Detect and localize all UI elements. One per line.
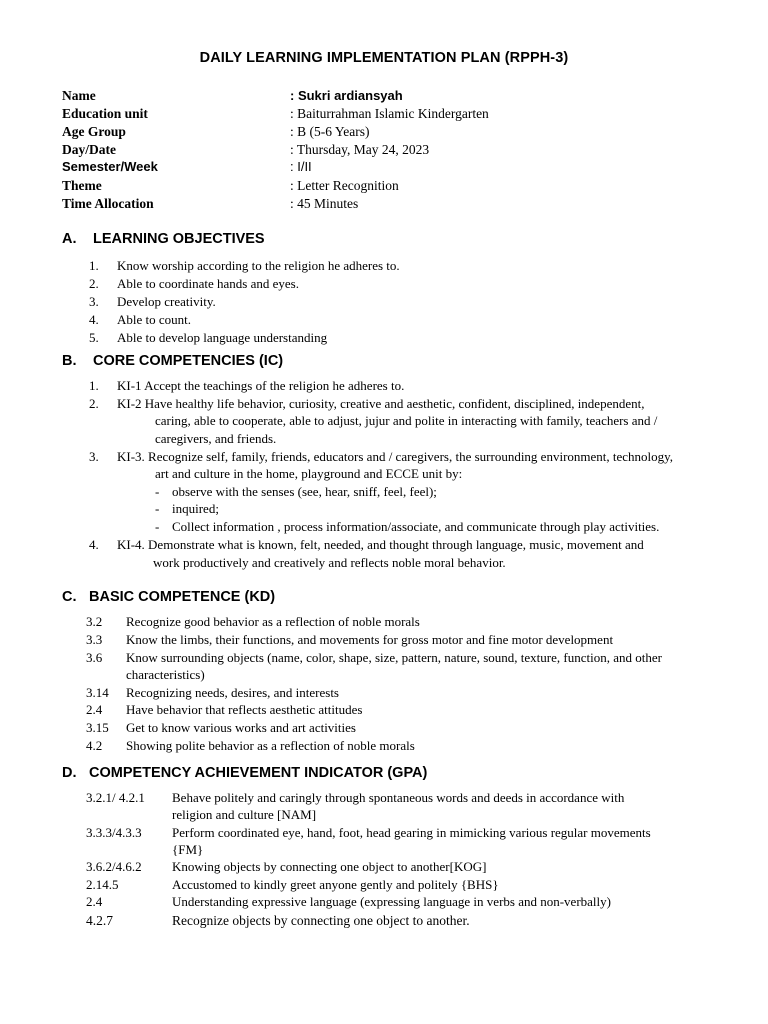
list-item: Able to count.	[117, 312, 192, 327]
list-item-continuation: art and culture in the home, playground and ECCE unit by:	[155, 466, 463, 481]
section-d-title: COMPETENCY ACHIEVEMENT INDICATOR (GPA)	[89, 765, 428, 781]
list-item: Know worship according to the religion he adheres to.	[117, 258, 400, 273]
dash-bullet: -	[155, 519, 160, 534]
list-item: Able to develop language understanding	[117, 330, 328, 345]
competence-code: 4.2	[86, 738, 103, 753]
list-item-continuation: religion and culture [NAM]	[172, 807, 317, 822]
section-a-letter: A.	[62, 231, 77, 247]
section-b-heading	[62, 353, 283, 369]
list-item: Able to coordinate hands and eyes.	[117, 276, 299, 291]
info-label-name: Name	[62, 88, 96, 103]
info-label-semester-week: Semester/Week	[62, 159, 158, 174]
indicator-code: 4.2.7	[86, 913, 113, 928]
list-item: Understanding expressive language (expressing language in verbs and non-verbally)	[172, 894, 611, 909]
indicator-code: 3.6.2/4.6.2	[86, 859, 142, 874]
info-label-day-date: Day/Date	[62, 142, 116, 157]
list-item: Perform coordinated eye, hand, foot, head gearing in mimicking various regular movements	[172, 825, 651, 840]
list-item: Recognizing needs, desires, and interests	[126, 685, 339, 700]
dash-bullet: -	[155, 501, 160, 516]
competence-code: 3.2	[86, 614, 103, 629]
section-a-title: LEARNING OBJECTIVES	[93, 231, 265, 247]
competence-code: 3.14	[86, 685, 109, 700]
info-value-age-group: : B (5-6 Years)	[290, 124, 370, 139]
list-item-continuation: caring, able to cooperate, able to adjust, jujur and polite in interacting with family, teachers and /	[155, 413, 658, 428]
info-label-education-unit: Education unit	[62, 106, 148, 121]
list-number: 1.	[89, 378, 99, 393]
list-item: Knowing objects by connecting one object to another[KOG]	[172, 859, 487, 874]
section-d-heading	[62, 765, 427, 781]
indicator-code: 2.14.5	[86, 877, 119, 892]
list-item-continuation: work productively and creatively and reflects noble moral behavior.	[153, 555, 506, 570]
list-number: 2.	[89, 396, 99, 411]
competence-code: 3.6	[86, 650, 103, 665]
info-value-education-unit: : Baiturrahman Islamic Kindergarten	[290, 106, 489, 121]
sub-list-item: observe with the senses (see, hear, sniff, feel, feel);	[172, 484, 437, 499]
list-item-continuation: characteristics)	[126, 667, 205, 682]
list-number: 4.	[89, 537, 99, 552]
list-item: KI-2 Have healthy life behavior, curiosity, creative and aesthetic, confident, disciplined, independent,	[117, 396, 645, 411]
list-item: KI-4. Demonstrate what is known, felt, needed, and thought through language, music, movement and	[117, 537, 644, 552]
info-value-theme: : Letter Recognition	[290, 178, 399, 193]
list-number: 3.	[89, 294, 99, 309]
indicator-code: 3.2.1/ 4.2.1	[86, 790, 145, 805]
competence-code: 3.3	[86, 632, 103, 647]
document-title: DAILY LEARNING IMPLEMENTATION PLAN (RPPH-3)	[199, 50, 569, 66]
list-item: Showing polite behavior as a reflection of noble morals	[126, 738, 415, 753]
sub-list-item: Collect information , process information/associate, and communicate through play activities.	[172, 519, 660, 534]
list-item: Recognize good behavior as a reflection of noble morals	[126, 614, 420, 629]
list-number: 2.	[89, 276, 99, 291]
list-item: Have behavior that reflects aesthetic attitudes	[126, 702, 363, 717]
list-number: 4.	[89, 312, 99, 327]
section-c-letter: C.	[62, 589, 77, 605]
list-item: Develop creativity.	[117, 294, 216, 309]
list-item: Accustomed to kindly greet anyone gently and politely {BHS}	[172, 877, 499, 892]
list-item: KI-1 Accept the teachings of the religion he adheres to.	[117, 378, 405, 393]
info-label-theme: Theme	[62, 178, 102, 193]
list-item: Recognize objects by connecting one object to another.	[172, 913, 470, 928]
info-value-time-allocation: : 45 Minutes	[290, 196, 359, 211]
section-b-title: CORE COMPETENCIES (IC)	[93, 353, 284, 369]
info-label-time-allocation: Time Allocation	[62, 196, 154, 211]
section-c-title: BASIC COMPETENCE (KD)	[89, 589, 276, 605]
competence-code: 2.4	[86, 702, 103, 717]
list-number: 3.	[89, 449, 99, 464]
list-number: 5.	[89, 330, 99, 345]
section-d-letter: D.	[62, 765, 77, 781]
list-number: 1.	[89, 258, 99, 273]
indicator-code: 2.4	[86, 894, 103, 909]
dash-bullet: -	[155, 484, 160, 499]
competence-code: 3.15	[86, 720, 109, 735]
indicator-code: 3.3.3/4.3.3	[86, 825, 142, 840]
sub-list-item: inquired;	[172, 501, 219, 516]
list-item: Know the limbs, their functions, and movements for gross motor and fine motor development	[126, 632, 614, 647]
info-value-day-date: : Thursday, May 24, 2023	[290, 142, 430, 157]
list-item-continuation: {FM}	[172, 842, 204, 857]
info-value-semester-week: : I/II	[290, 159, 312, 174]
section-a-heading	[62, 231, 265, 247]
list-item-continuation: caregivers, and friends.	[155, 431, 277, 446]
info-value-name: : Sukri ardiansyah	[290, 88, 403, 103]
list-item: KI-3. Recognize self, family, friends, educators and / caregivers, the surrounding environment, technology,	[117, 449, 674, 464]
section-c-heading	[62, 589, 275, 605]
section-b-letter: B.	[62, 353, 77, 369]
list-item: Behave politely and caringly through spontaneous words and deeds in accordance with	[172, 790, 625, 805]
info-label-age-group: Age Group	[62, 124, 126, 139]
list-item: Know surrounding objects (name, color, shape, size, pattern, nature, sound, texture, function, and other	[126, 650, 662, 665]
list-item: Get to know various works and art activities	[126, 720, 356, 735]
